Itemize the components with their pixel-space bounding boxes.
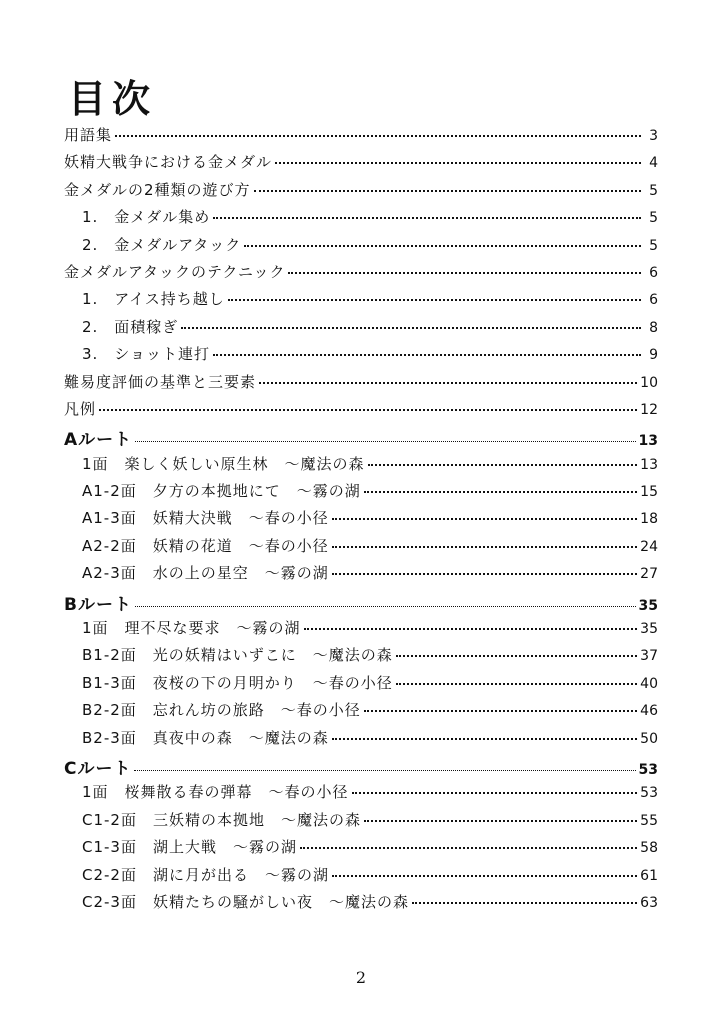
toc-entry-label: B2-3面 真夜中の森 ～魔法の森 [82,728,329,747]
dot-leader [213,217,641,219]
toc-entry[interactable] [64,151,658,178]
toc-entry-label: Bルート [64,594,132,615]
dot-leader [228,299,641,301]
dot-leader [304,628,638,630]
toc-entry[interactable] [64,480,658,507]
toc-entry-page: 35 [640,621,658,638]
toc-entry[interactable] [64,343,658,370]
toc-entry-page: 55 [640,812,658,829]
toc-entry[interactable] [64,562,658,589]
toc-entry-label: 難易度評価の基準と三要素 [64,372,257,391]
toc-entry-label: 妖精大戦争における金メダル [64,153,273,172]
dot-leader [259,382,637,384]
toc-entry-label: A2-3面 水の上の星空 ～霧の湖 [82,564,329,583]
toc-entry-page: 5 [649,237,658,254]
toc-entry-label: 凡例 [64,399,97,418]
toc-entry-page: 61 [640,867,658,884]
toc-entry[interactable] [64,836,658,863]
dot-leader [135,441,635,442]
toc-entry-page: 13 [638,433,658,450]
toc-entry-label: 1面 桜舞散る春の弾幕 ～春の小径 [82,783,349,802]
toc-entry-page: 8 [649,319,658,336]
dot-leader [244,245,641,247]
toc-entry-page: 37 [640,648,658,665]
toc-entry-label: A1-3面 妖精大決戦 ～春の小径 [82,509,329,528]
toc-entry[interactable] [64,507,658,534]
toc-entry[interactable] [64,371,658,398]
dot-leader [396,683,637,685]
toc-entry-page: 3 [649,128,658,144]
toc-entry[interactable] [64,672,658,699]
toc-entry-label: C1-2面 三妖精の本拠地 ～魔法の森 [82,810,361,829]
dot-leader [134,770,635,771]
dot-leader [412,902,637,904]
toc-route-heading[interactable] [64,425,658,452]
toc-entry-page: 4 [649,155,658,172]
toc-entry-label: 1. 金メダル集め [82,208,211,227]
toc-entry-page: 35 [638,597,658,614]
toc-entry-label: C1-3面 湖上大戦 ～霧の湖 [82,838,297,857]
toc-entry-page: 46 [640,703,658,720]
toc-entry-page: 53 [640,785,658,802]
toc-entry[interactable] [64,809,658,836]
toc-entry-label: 2. 面積稼ぎ [82,317,179,336]
toc-entry[interactable] [64,124,658,151]
toc-entry-page: 12 [640,401,658,418]
toc-entry[interactable] [64,644,658,671]
toc-entry-label: A2-2面 妖精の花道 ～春の小径 [82,536,329,555]
dot-leader [254,190,641,192]
toc-entry-page: 5 [649,210,658,227]
toc-entry[interactable] [64,316,658,343]
dot-leader [364,710,637,712]
toc-entry-label: A1-2面 夕方の本拠地にて ～霧の湖 [82,482,361,501]
toc-entry-page: 9 [649,347,658,364]
toc-entry[interactable] [64,206,658,233]
dot-leader [181,327,641,329]
dot-leader [368,464,638,466]
toc-entry-label: 1. アイス持ち越し [82,290,225,309]
dot-leader [213,354,641,356]
toc-entry-page: 63 [640,894,658,911]
toc-entry-page: 10 [640,374,658,391]
toc-route-heading[interactable] [64,754,658,781]
toc-entry[interactable] [64,288,658,315]
dot-leader [332,518,637,520]
dot-leader [352,792,638,794]
toc-entry-page: 5 [649,182,658,199]
toc-entry[interactable] [64,891,658,918]
dot-leader [99,409,637,411]
toc-entry[interactable] [64,179,658,206]
toc-entry-label: C2-3面 妖精たちの騒がしい夜 ～魔法の森 [82,892,409,911]
toc-entry-label: C2-2面 湖に月が出る ～霧の湖 [82,865,329,884]
page-number: 2 [355,968,367,987]
toc-entry-page: 6 [649,264,658,281]
dot-leader [275,162,641,164]
toc-entry-label: 金メダルの2種類の遊び方 [64,180,251,199]
table-of-contents [64,124,658,918]
toc-entry[interactable] [64,727,658,754]
page-title: 目次 [68,77,157,121]
toc-entry-page: 18 [640,511,658,528]
toc-entry-label: Aルート [64,430,133,451]
toc-entry-label: B2-2面 忘れん坊の旅路 ～春の小径 [82,701,361,720]
toc-entry[interactable] [64,398,658,425]
toc-entry-label: 2. 金メダルアタック [82,235,242,254]
toc-entry[interactable] [64,864,658,891]
toc-entry-page: 15 [640,484,658,501]
dot-leader [396,655,637,657]
dot-leader [332,875,637,877]
dot-leader [332,573,637,575]
toc-entry-page: 27 [640,566,658,583]
dot-leader [332,546,637,548]
toc-entry[interactable] [64,699,658,726]
toc-entry-page: 58 [640,840,658,857]
toc-entry-label: 金メダルアタックのテクニック [64,262,286,281]
toc-entry[interactable] [64,781,658,808]
toc-entry-page: 13 [640,456,658,473]
toc-entry-label: B1-3面 夜桜の下の月明かり ～春の小径 [82,673,393,692]
toc-entry[interactable] [64,535,658,562]
dot-leader [364,491,637,493]
toc-entry[interactable] [64,617,658,644]
toc-entry[interactable] [64,261,658,288]
toc-entry[interactable] [64,453,658,480]
dot-leader [332,738,637,740]
toc-route-heading[interactable] [64,590,658,617]
toc-entry-label: 1面 理不尽な要求 ～霧の湖 [82,619,301,638]
toc-entry-page: 50 [640,730,658,747]
toc-entry-page: 53 [638,761,658,778]
toc-entry[interactable] [64,234,658,261]
dot-leader [288,272,641,274]
dot-leader [115,135,641,137]
toc-entry-label: 1面 楽しく妖しい原生林 ～魔法の森 [82,454,365,473]
toc-entry-label: B1-2面 光の妖精はいずこに ～魔法の森 [82,646,393,665]
toc-entry-label: 3. ショット連打 [82,345,211,364]
toc-entry-page: 40 [640,675,658,692]
dot-leader [364,820,637,822]
toc-entry-page: 6 [649,292,658,309]
toc-entry-label: 用語集 [64,126,113,144]
toc-entry-page: 24 [640,538,658,555]
dot-leader [135,606,636,607]
dot-leader [300,847,637,849]
toc-entry-label: Cルート [64,758,132,779]
